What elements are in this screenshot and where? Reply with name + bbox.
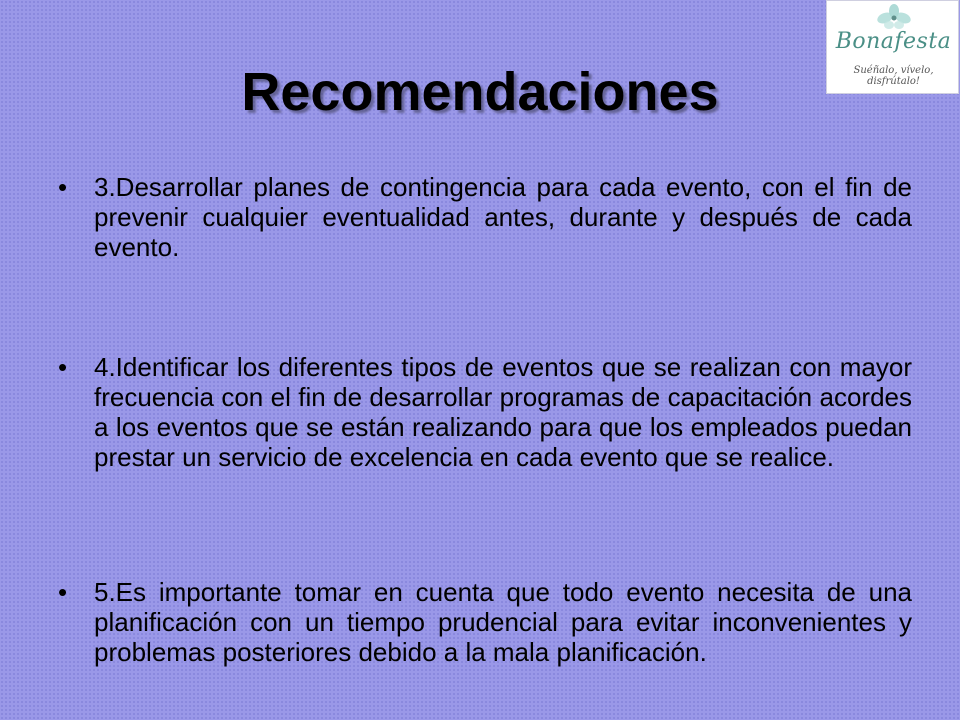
bullet-dot: • bbox=[58, 577, 68, 607]
bullet-text: 5.Es importante tomar en cuenta que todo evento necesita de una planificación con un tiempo prudencial para evitar inconvenientes y problemas posteriores debido a la mala planificación. bbox=[94, 577, 912, 667]
slide-title: Recomendaciones bbox=[241, 62, 719, 122]
bullet-text: 3.Desarrollar planes de contingencia para cada evento, con el fin de prevenir cualquier eventualidad antes, durante y después de cada evento. bbox=[94, 172, 912, 262]
flower-icon bbox=[874, 4, 914, 32]
bullet-dot: • bbox=[58, 352, 68, 382]
logo-tagline: Suéñalo, vívelo, disfrútalo! bbox=[853, 65, 934, 87]
bullet-dot: • bbox=[58, 172, 68, 202]
logo-name: Bonafesta bbox=[835, 29, 952, 54]
bullet-text: 4.Identificar los diferentes tipos de eventos que se realizan con mayor frecuencia con el fin de desarrollar programas de capacitación acordes a los eventos que se están realizando para que los empleados puedan prestar un servicio de excelencia en cada evento que se realice. bbox=[94, 352, 912, 472]
